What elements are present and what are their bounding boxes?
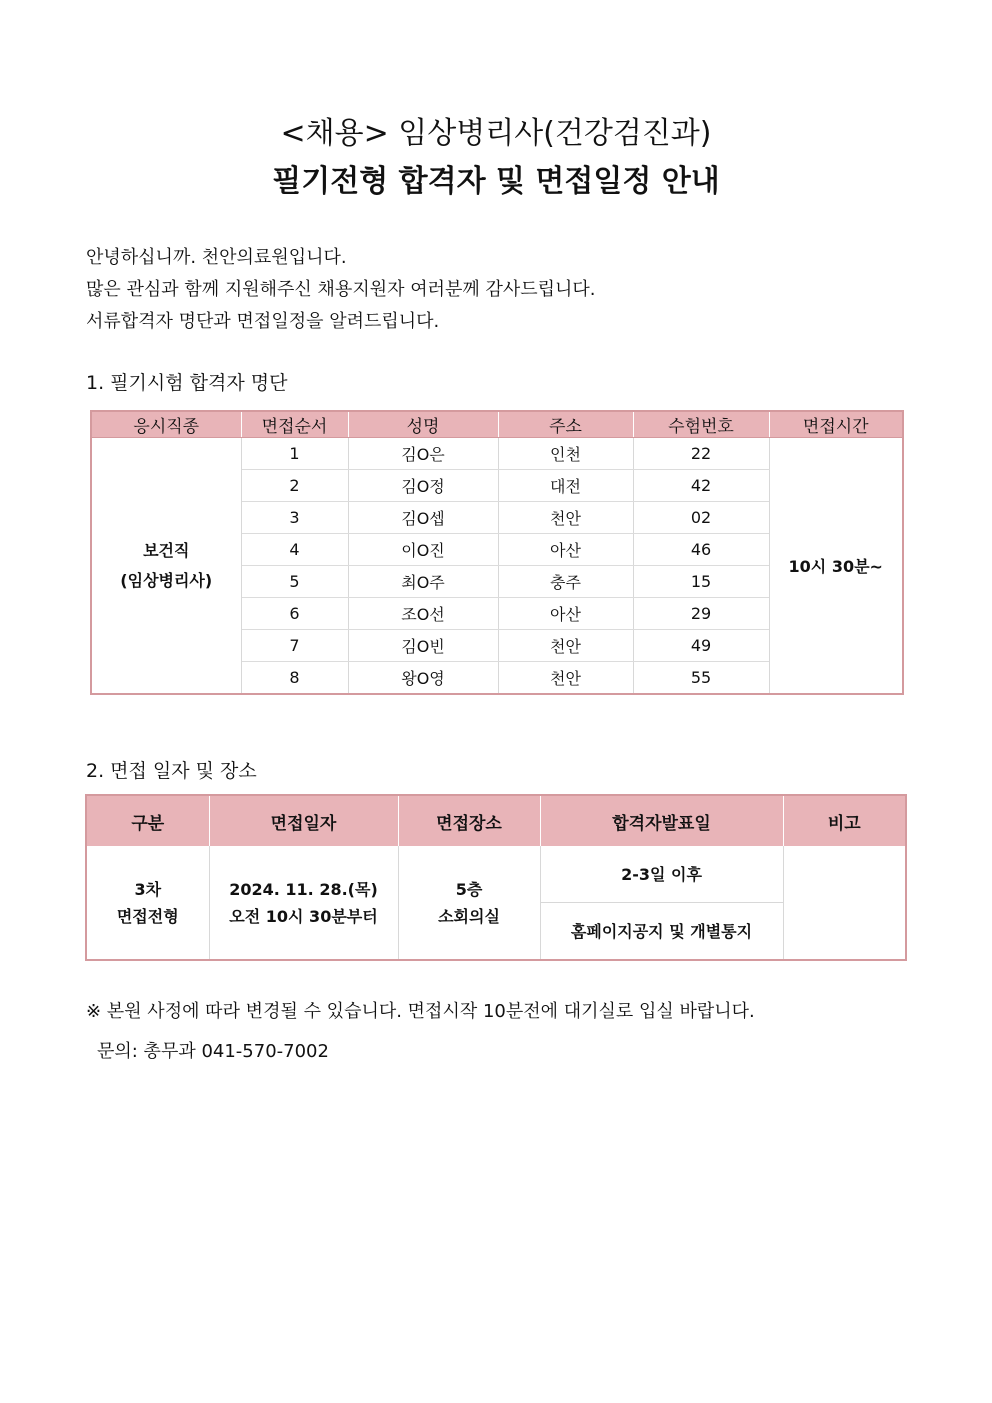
address-cell: 천안 — [498, 502, 633, 534]
place-line1: 5층 — [455, 879, 483, 899]
exam-number-cell: 46 — [633, 534, 769, 566]
intro-line: 서류합격자 명단과 면접일정을 알려드립니다. — [86, 311, 440, 332]
passer-table — [90, 410, 904, 695]
order-cell: 6 — [241, 598, 348, 630]
exam-number-cell: 02 — [633, 502, 769, 534]
header-name: 성명 — [348, 411, 498, 438]
name-cell: 왕O영 — [348, 662, 498, 695]
section2-heading: 2. 면접 일자 및 장소 — [86, 760, 257, 782]
name-cell: 김O셉 — [348, 502, 498, 534]
interview-schedule-table — [85, 794, 907, 961]
table-row — [86, 846, 906, 903]
name-cell: 김O은 — [348, 438, 498, 470]
page-title-line2: 필기전형 합격자 및 면접일정 안내 — [272, 164, 720, 199]
header-exam-number: 수험번호 — [633, 411, 769, 438]
order-cell: 8 — [241, 662, 348, 695]
section1-heading: 1. 필기시험 합격자 명단 — [86, 372, 288, 394]
place-line2: 소회의실 — [438, 906, 500, 926]
address-cell: 천안 — [498, 630, 633, 662]
address-cell: 아산 — [498, 598, 633, 630]
header-interview-date: 면접일자 — [209, 795, 398, 846]
header-interview-time: 면접시간 — [769, 411, 903, 438]
header-interview-place: 면접장소 — [398, 795, 540, 846]
exam-number-cell: 42 — [633, 470, 769, 502]
job-cell — [91, 438, 241, 695]
intro-line: 안녕하십니까. 천안의료원입니다. — [86, 247, 347, 268]
name-cell: 이O진 — [348, 534, 498, 566]
header-announcement-date: 합격자발표일 — [540, 795, 783, 846]
exam-number-cell: 22 — [633, 438, 769, 470]
notice-text: ※ 본원 사정에 따라 변경될 수 있습니다. 면접시작 10분전에 대기실로 입실 바랍니다. — [86, 1001, 755, 1022]
header-job: 응시직종 — [91, 411, 241, 438]
order-cell: 7 — [241, 630, 348, 662]
header-remark: 비고 — [783, 795, 906, 846]
address-cell: 아산 — [498, 534, 633, 566]
address-cell: 대전 — [498, 470, 633, 502]
name-cell: 김O정 — [348, 470, 498, 502]
exam-number-cell: 29 — [633, 598, 769, 630]
exam-number-cell: 55 — [633, 662, 769, 695]
remark-cell — [783, 846, 906, 960]
header-address: 주소 — [498, 411, 633, 438]
header-category: 구분 — [86, 795, 209, 846]
intro-line: 많은 관심과 함께 지원해주신 채용지원자 여러분께 감사드립니다. — [86, 279, 596, 300]
intro-text — [86, 242, 596, 338]
name-cell: 조O선 — [348, 598, 498, 630]
header-order: 면접순서 — [241, 411, 348, 438]
order-cell: 1 — [241, 438, 348, 470]
time-cell: 10시 30분~ — [769, 438, 903, 695]
date-cell — [209, 846, 398, 960]
announcement-method-cell: 홈페이지공지 및 개별통지 — [540, 903, 783, 961]
table-row — [91, 438, 903, 470]
date-line2: 오전 10시 30분부터 — [229, 906, 378, 926]
contact-text: 문의: 총무과 041-570-7002 — [97, 1041, 329, 1062]
category-line2: 면접전형 — [116, 906, 179, 926]
category-cell — [86, 846, 209, 960]
address-cell: 인천 — [498, 438, 633, 470]
order-cell: 4 — [241, 534, 348, 566]
job-line1: 보건직 — [143, 540, 190, 560]
order-cell: 2 — [241, 470, 348, 502]
name-cell: 김O빈 — [348, 630, 498, 662]
table-header-row — [86, 795, 906, 846]
date-line1: 2024. 11. 28.(목) — [229, 879, 378, 899]
page-title-line1: <채용> 임상병리사(건강검진과) — [280, 116, 712, 151]
job-line2: (임상병리사) — [120, 570, 213, 590]
table-header-row — [91, 411, 903, 438]
exam-number-cell: 15 — [633, 566, 769, 598]
order-cell: 5 — [241, 566, 348, 598]
announcement-cell: 2-3일 이후 — [540, 846, 783, 903]
name-cell: 최O주 — [348, 566, 498, 598]
exam-number-cell: 49 — [633, 630, 769, 662]
order-cell: 3 — [241, 502, 348, 534]
address-cell: 천안 — [498, 662, 633, 695]
place-cell — [398, 846, 540, 960]
address-cell: 충주 — [498, 566, 633, 598]
category-line1: 3차 — [134, 879, 162, 899]
